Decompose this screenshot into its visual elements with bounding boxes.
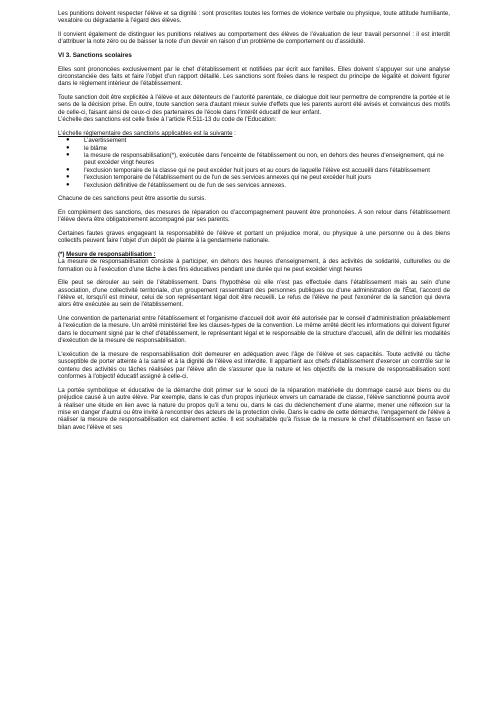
list-intro: [58, 130, 450, 137]
paragraph-echelle-article: L’échelle des sanctions est celle fixée à l’article R.511-13 du code de l’Education:: [58, 116, 277, 124]
list-item-text: le blâme: [84, 144, 108, 152]
list-item: [66, 174, 450, 182]
note-marker: (*): [58, 250, 67, 258]
list-intro-text: L’échelle réglementaire des sanctions applicables est la suivante: [58, 129, 233, 137]
list-item-text: L’avertissement: [84, 137, 127, 145]
paragraph-fautes-graves: Certaines fautes graves engageant la responsabilité de l’élève et portant un préjudice moral, ou physique à une personne ou à des biens collectifs peuvent faire l’objet d’un dépôt de plainte à la gendarmerie nationale.: [58, 229, 450, 245]
paragraph-portee-symbolique: La portée symbolique et éducative de la démarche doit primer sur le souci de la réparation matérielle du dommage causé aux biens ou du préjudice causé à un autre élève. Par exemple, dans le cas d'un propos injurieux envers un camarade de classe, l'élève sanctionné pourra avoir à réaliser une étude en lien avec la nature du propos qu'il a tenu ou, dans le cas du déclenchement d'une alarme, mener une réflexion sur la mise en danger d'autrui ou être invité à rencontrer des acteurs de la protection civile. Dans le cadre de cette démarche, l'engagement de l'élève à réaliser la mesure de responsabilisation est clairement actée. Il est souhaitable qu'à l'issue de la mesure le chef d'établissement en fasse un bilan avec l'élève et ses: [58, 386, 450, 431]
section-heading: VI 3. Sanctions scolaires: [58, 52, 132, 59]
paragraph-mesure-definition: La mesure de responsabilisation consiste à participer, en dehors des heures d'enseignement, à des activités de solidarité, culturelles ou de formation ou à l’exécution d’une tâche à des fins éducatives pendant une durée qui ne peut excéder vingt heures: [58, 258, 450, 273]
paragraph-sanction-explicitee: Toute sanction doit être explicitée à l’élève et aux détenteurs de l’autorité parentale, ce dialogue doit leur permettre de comprendre la portée et le sens de la décision prise. En outre, toute sanction sera d'autant mieux suivie d'effets que les parents auront été avisés et convaincus des motifs de celle-ci, faisant ainsi de ceux-ci des partenaires de l'école dans l'intérêt éducatif de leur enfant.: [58, 94, 450, 116]
list-item: [66, 144, 450, 152]
list-item-text: la mesure de responsabilisation(*), exécutée dans l'enceinte de l'établissement ou non, en dehors des heures d'enseignement, qui ne peut excéder vingt heures: [84, 152, 444, 167]
sanctions-list: [58, 137, 450, 189]
bullet-icon: ●: [66, 152, 70, 159]
list-item-text: l'exclusion définitive de l'établissement ou de l'un de ses services annexes.: [84, 181, 286, 189]
paragraph-mesure-lieu: Elle peut se dérouler au sein de l’établissement. Dans l'hypothèse où elle n'est pas effectuée dans l'établissement mais au sein d'une association, d'une collectivité territoriale, d'un groupement rassemblant des personnes publiques ou d'une administration de l'État, l'accord de l'élève et, lorsqu'il est mineur, celui de son représentant légal doit être recueilli. Le refus de l'élève ne peut l'exonérer de la sanction qui devra alors être exécutée au sein de l'établissement.: [58, 279, 450, 309]
list-item: [66, 181, 450, 189]
bullet-icon: ●: [66, 174, 70, 181]
paragraph-convention-partenariat: Une convention de partenariat entre l'établissement et l'organisme d'accueil doit avoir été autorisée par le conseil d'administration préalablement à l'exécution de la mesure. Un arrêté ministériel fixe les clauses-types de la convention. Le même arrêté décrit les informations qui doivent figurer dans le document signé par le chef d'établissement, le représentant légal et le responsable de la structure d'accueil, afin de définir les modalités d'exécution de la mesure de responsabilisation.: [58, 315, 450, 345]
document-page: [58, 10, 450, 437]
paragraph-execution-mesure: L'exécution de la mesure de responsabilisation doit demeurer en adéquation avec l’âge de l’élève et ses capacités. Toute activité ou tâche susceptible de porter atteinte à la santé et à la dignité de l'élève est interdite. Il appartient aux chefs d'établissement d'exercer un contrôle sur le contenu des activités ou tâches réalisées par l'élève afin de s'assurer que la nature et les objectifs de la mesure de responsabilisation sont conformes à l'objectif éducatif assigné à celle-ci.: [58, 350, 450, 381]
bullet-icon: ●: [66, 144, 70, 151]
bullet-icon: ●: [66, 181, 70, 188]
list-item: [66, 152, 450, 167]
paragraph-mesures-reparation: En complément des sanctions, des mesures de réparation ou d’accompagnement peuvent être prononcées. A son retour dans l’établissement l’élève devra être obligatoirement accompagné par ses parents.: [58, 208, 450, 224]
list-intro-suffix: :: [232, 129, 236, 137]
list-item: [66, 137, 450, 145]
note-title: Mesure de responsabilisation :: [66, 250, 156, 258]
list-item-text: l'exclusion temporaire de l'établissement ou de l'un de ses services annexes qui ne peut excéder huit jours: [84, 174, 372, 182]
paragraph-punitions-evaluation: Il convient également de distinguer les punitions relatives au comportement des élèves de l’évaluation de leur travail personnel : il est interdit d’attribuer la note zéro ou de baisser la note d’un devoir en raison d’un problème de comportement ou d’assiduité.: [58, 31, 450, 46]
paragraph-sursis: Chacune de ces sanctions peut être assortie du sursis.: [58, 195, 207, 203]
bullet-icon: ●: [66, 166, 70, 173]
bullet-icon: ●: [66, 137, 70, 144]
note-heading: [58, 251, 450, 258]
list-item-text: l'exclusion temporaire de la classe qui ne peut excéder huit jours et au cours de laquelle l'élève est accueilli dans l'établissement: [84, 166, 430, 174]
paragraph-sanctions-prononcees: Elles sont prononcées exclusivement par le chef d’établissement et notifiées par écrit aux familles. Elles doivent s’appuyer sur une analyse circonstanciée des faits et faire l’objet d’un rapport détaillé. Les sanctions sont fixées dans le respect du principe de légalité et doivent figurer dans le règlement intérieur de l’établissement.: [58, 65, 450, 88]
paragraph-punitions-dignite: Les punitions doivent respecter l’élève et sa dignité : sont proscrites toutes les formes de violence verbale ou physique, toute attitude humiliante, vexatoire ou dégradante à l’égard des élèves.: [58, 10, 450, 25]
list-item: [66, 166, 450, 174]
